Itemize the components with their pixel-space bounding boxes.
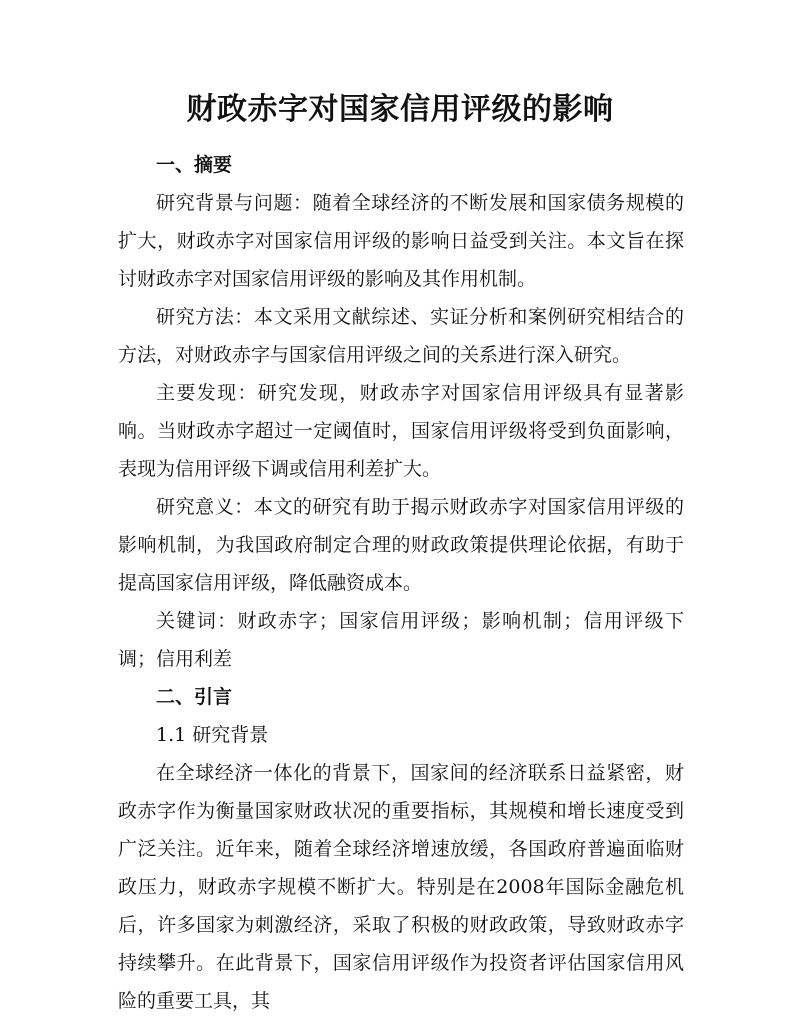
abstract-background-paragraph: 研究背景与问题：随着全球经济的不断发展和国家债务规模的扩大，财政赤字对国家信用评级的影响日益受到关注。本文旨在探讨财政赤字对国家信用评级的影响及其作用机制。 (118, 192, 684, 290)
keywords-paragraph: 关键词：财政赤字；国家信用评级；影响机制；信用评级下调；信用利差 (118, 610, 684, 670)
document-title: 财政赤字对国家信用评级的影响 (186, 92, 614, 127)
abstract-methods-paragraph: 研究方法：本文采用文献综述、实证分析和案例研究相结合的方法，对财政赤字与国家信用评级之间的关系进行深入研究。 (118, 306, 684, 366)
subsection-heading-background: 1.1 研究背景 (156, 724, 269, 746)
section-heading-introduction: 二、引言 (156, 686, 233, 708)
introduction-background-paragraph: 在全球经济一体化的背景下，国家间的经济联系日益紧密，财政赤字作为衡量国家财政状况的重要指标，其规模和增长速度受到广泛关注。近年来，随着全球经济增速放缓，各国政府普遍面临财政压力，财政赤字规模不断扩大。特别是在2008年国际金融危机后，许多国家为刺激经济，采取了积极的财政政策，导致财政赤字持续攀升。在此背景下，国家信用评级作为投资者评估国家信用风险的重要工具，其 (118, 762, 684, 1012)
document-body (118, 146, 684, 1020)
abstract-significance-paragraph: 研究意义：本文的研究有助于揭示财政赤字对国家信用评级的影响机制，为我国政府制定合理的财政政策提供理论依据，有助于提高国家信用评级，降低融资成本。 (118, 496, 684, 594)
abstract-findings-paragraph: 主要发现：研究发现，财政赤字对国家信用评级具有显著影响。当财政赤字超过一定阈值时，国家信用评级将受到负面影响，表现为信用评级下调或信用利差扩大。 (118, 382, 684, 480)
section-heading-abstract: 一、摘要 (156, 154, 233, 176)
